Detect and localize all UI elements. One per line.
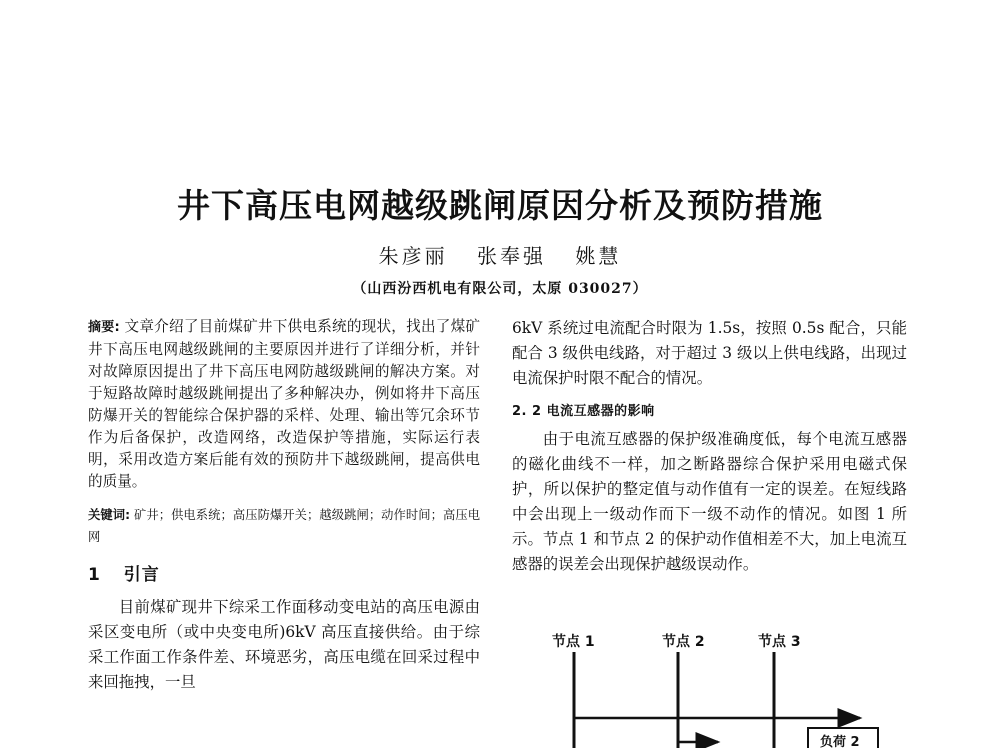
- keywords: [88, 504, 480, 548]
- section-heading: [88, 560, 480, 585]
- abstract: [88, 316, 480, 493]
- circuit-diagram: [512, 628, 907, 748]
- section-number: 1: [88, 565, 101, 585]
- author-name: 张奉强: [477, 244, 546, 268]
- circuit-figure: [512, 628, 907, 748]
- author-list: [0, 240, 1000, 269]
- keywords-label: 关键词:: [88, 508, 130, 522]
- section-title: 引言: [123, 565, 160, 585]
- left-column: [88, 316, 480, 710]
- load-label: 负荷 2: [820, 735, 860, 748]
- subsection-heading: 2. 2 电流互感器的影响: [512, 404, 655, 419]
- abstract-label: 摘要:: [88, 320, 120, 335]
- abstract-text: 文章介绍了目前煤矿井下供电系统的现状，找出了煤矿井下高压电网越级跳闸的主要原因并进行了详细分析，并针对故障原因提出了井下高压电网防越级跳闸的解决方案。对于短路故障时越级跳闸提出了多种解决办，例如将井下高压防爆开关的智能综合保护器的采样、处理、输出等冗余环节作为后备保护，改造网络，改造保护等措施，实际运行表明，采用改造方案后能有效的预防井下越级跳闸，提高供电的质量。: [88, 318, 480, 490]
- author-name: 姚慧: [575, 244, 622, 268]
- paper-title: 井下高压电网越级跳闸原因分析及预防措施: [177, 186, 823, 225]
- body-paragraph: 6kV 系统过电流配合时限为 1.5s，按照 0.5s 配合，只能配合 3 级供电线路，对于超过 3 级以上供电线路，出现过电流保护时限不配合的情况。: [512, 319, 907, 387]
- keywords-text: 矿井；供电系统；高压防爆开关；越级跳闸；动作时间；高压电网: [88, 508, 480, 544]
- node-label-2: 节点 2: [662, 634, 705, 650]
- node-label-1: 节点 1: [552, 634, 595, 650]
- affiliation: （山西汾西机电有限公司，太原 030027）: [352, 281, 648, 297]
- intro-paragraph: 目前煤矿现井下综采工作面移动变电站的高压电源由采区变电所（或中央变电所)6kV 高压直接供给。由于综采工作面工作条件差、环境恶劣，高压电缆在回采过程中来回拖拽，一旦: [88, 598, 480, 691]
- body-paragraph: 由于电流互感器的保护级准确度低，每个电流互感器的磁化曲线不一样，加之断路器综合保护采用电磁式保护，所以保护的整定值与动作值有一定的误差。在短线路中会出现上一级动作而下一级不动作的情况。如图 1 所示。节点 1 和节点 2 的保护动作值相差不大，加上电流互感器的误差会出现保护越级误动作。: [512, 430, 907, 573]
- right-column: [512, 316, 907, 592]
- node-label-3: 节点 3: [758, 634, 801, 650]
- author-name: 朱彦丽: [378, 244, 448, 268]
